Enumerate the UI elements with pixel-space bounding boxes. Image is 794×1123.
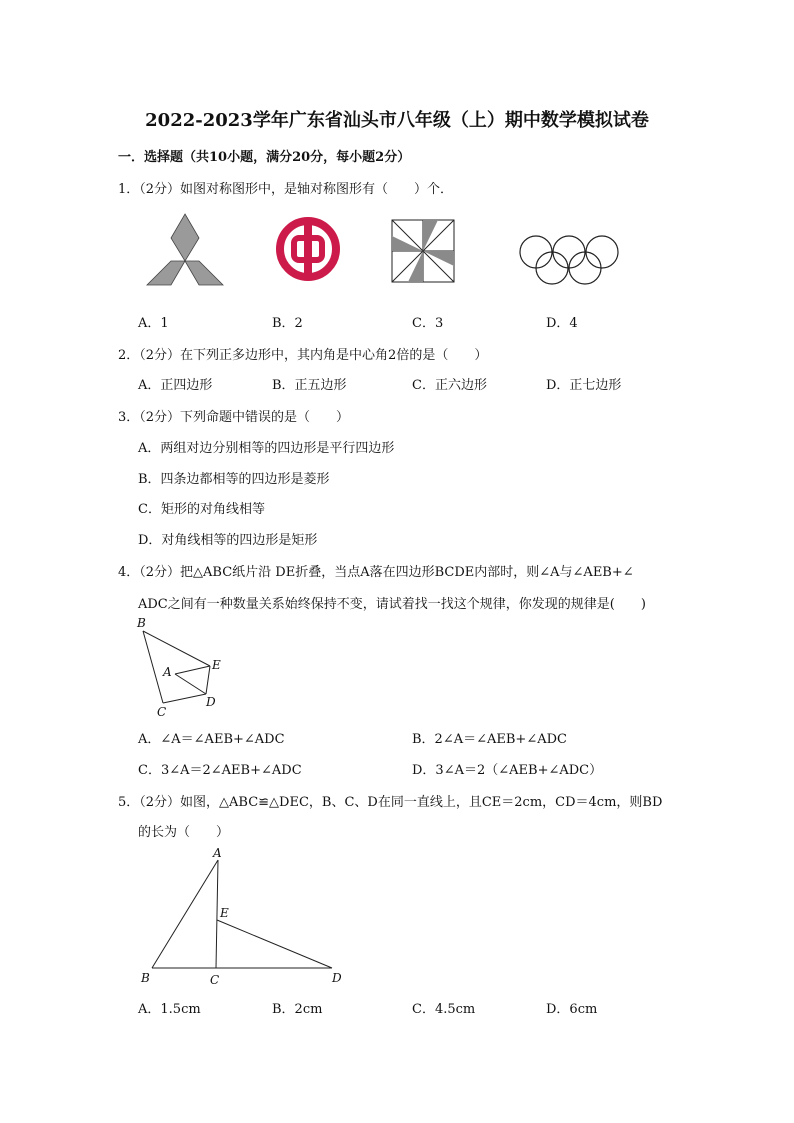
question-3-stem: 3．（2分）下列命题中错误的是（ ） <box>118 410 350 425</box>
label-d: D <box>332 971 342 985</box>
olympic-rings-icon <box>518 232 620 288</box>
mitsubishi-logo-icon <box>142 210 228 290</box>
edge-ed <box>206 666 210 694</box>
question-3-option-a[interactable]: A．两组对边分别相等的四边形是平行四边形 <box>138 441 395 456</box>
question-5-option-c[interactable]: C．4.5cm <box>412 1002 476 1017</box>
question-2-option-b[interactable]: B．正五边形 <box>272 378 347 393</box>
label-e: E <box>220 906 229 920</box>
section-heading: 一．选择题（共10小题，满分20分，每小题2分） <box>118 150 411 165</box>
question-1-stem: 1．（2分）如图对称图形中，是轴对称图形有（ ）个． <box>118 182 454 197</box>
question-2-option-d[interactable]: D．正七边形 <box>546 378 622 393</box>
edge-bc <box>143 631 163 703</box>
question-4-stem-line2: ADC之间有一种数量关系始终保持不变，请试着找一找这个规律，你发现的规律是( ) <box>138 597 646 612</box>
label-b: B <box>137 616 146 630</box>
label-a: A <box>213 846 222 860</box>
page-title: 2022-2023学年广东省汕头市八年级（上）期中数学模拟试卷 <box>145 110 649 131</box>
question-2-option-c[interactable]: C．正六边形 <box>412 378 487 393</box>
edge-ae <box>175 666 210 674</box>
label-a: A <box>163 665 172 679</box>
question-4-stem-line1: 4．（2分）把△ABC纸片沿 DE折叠，当点A落在四边形BCDE内部时，则∠A与∠AEB+∠ <box>118 565 634 580</box>
question-2-option-a[interactable]: A．正四边形 <box>138 378 213 393</box>
label-b: B <box>141 971 150 985</box>
question-1-option-c[interactable]: C．3 <box>412 316 444 331</box>
label-c: C <box>157 705 167 719</box>
edge-be <box>143 631 210 666</box>
question-5-option-a[interactable]: A．1.5cm <box>138 1002 201 1017</box>
label-c: C <box>210 973 220 987</box>
question-5-stem-line2: 的长为（ ） <box>138 825 230 840</box>
question-4-option-c[interactable]: C．3∠A＝2∠AEB+∠ADC <box>138 763 302 778</box>
question-3-option-b[interactable]: B．四条边都相等的四边形是菱形 <box>138 472 330 487</box>
question-4-option-d[interactable]: D．3∠A＝2（∠AEB+∠ADC） <box>412 763 603 778</box>
question-4-option-a[interactable]: A．∠A＝∠AEB+∠ADC <box>138 732 285 747</box>
question-5-option-b[interactable]: B．2cm <box>272 1002 323 1017</box>
edge-dc <box>163 694 206 703</box>
edge-ed <box>217 920 332 968</box>
question-2-stem: 2．（2分）在下列正多边形中，其内角是中心角2倍的是（ ） <box>118 348 488 363</box>
question-5-stem-line1: 5．（2分）如图，△ABC≌△DEC，B、C、D在同一直线上，且CE＝2cm，CD＝4cm，则BD <box>118 795 663 810</box>
label-d: D <box>206 695 216 709</box>
question-4-option-b[interactable]: B．2∠A＝∠AEB+∠ADC <box>412 732 567 747</box>
question-1-option-a[interactable]: A．1 <box>138 316 169 331</box>
question-3-option-d[interactable]: D．对角线相等的四边形是矩形 <box>138 533 318 548</box>
edge-ab <box>152 860 218 968</box>
question-5-option-d[interactable]: D．6cm <box>546 1002 598 1017</box>
question-1-option-d[interactable]: D．4 <box>546 316 578 331</box>
question-3-option-c[interactable]: C．矩形的对角线相等 <box>138 502 265 517</box>
question-5-figure <box>136 846 350 990</box>
label-e: E <box>212 658 221 672</box>
question-4-figure <box>132 614 232 722</box>
bank-of-china-logo-icon <box>274 215 342 283</box>
pinwheel-icon <box>390 218 456 284</box>
edge-ac <box>216 860 218 968</box>
question-1-option-b[interactable]: B．2 <box>272 316 303 331</box>
edge-ad <box>175 674 206 694</box>
